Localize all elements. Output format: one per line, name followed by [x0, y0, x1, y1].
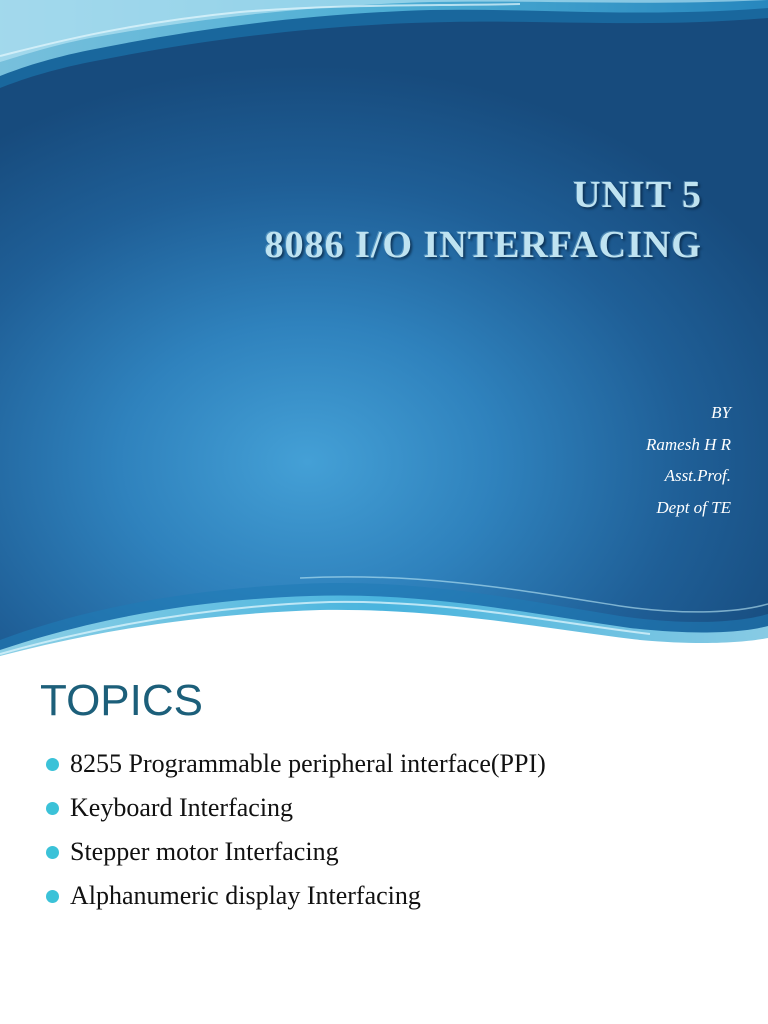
topics-list	[46, 742, 746, 918]
topic-item	[46, 742, 746, 786]
topic-label: 8255 Programmable peripheral interface(PPI)	[70, 749, 546, 778]
author-by: BY	[711, 403, 731, 422]
bullet-icon	[46, 802, 59, 815]
slide-title	[142, 170, 702, 270]
topic-item	[46, 830, 746, 874]
title-line-unit: UNIT 5	[573, 174, 702, 216]
bullet-icon	[46, 846, 59, 859]
author-department: Dept of TE	[656, 497, 731, 517]
topic-label: Stepper motor Interfacing	[70, 837, 339, 866]
author-name: Ramesh H R	[646, 434, 731, 454]
topic-item	[46, 874, 746, 918]
topics-slide	[0, 660, 768, 1024]
topic-item	[46, 786, 746, 830]
author-info	[431, 397, 731, 523]
topics-heading: TOPICS	[40, 676, 204, 725]
bullet-icon	[46, 758, 59, 771]
bullet-icon	[46, 890, 59, 903]
topic-label: Keyboard Interfacing	[70, 793, 294, 822]
author-designation: Asst.Prof.	[664, 466, 731, 485]
title-line-subject: 8086 I/O INTERFACING	[264, 224, 702, 266]
topic-label: Alphanumeric display Interfacing	[70, 881, 421, 910]
